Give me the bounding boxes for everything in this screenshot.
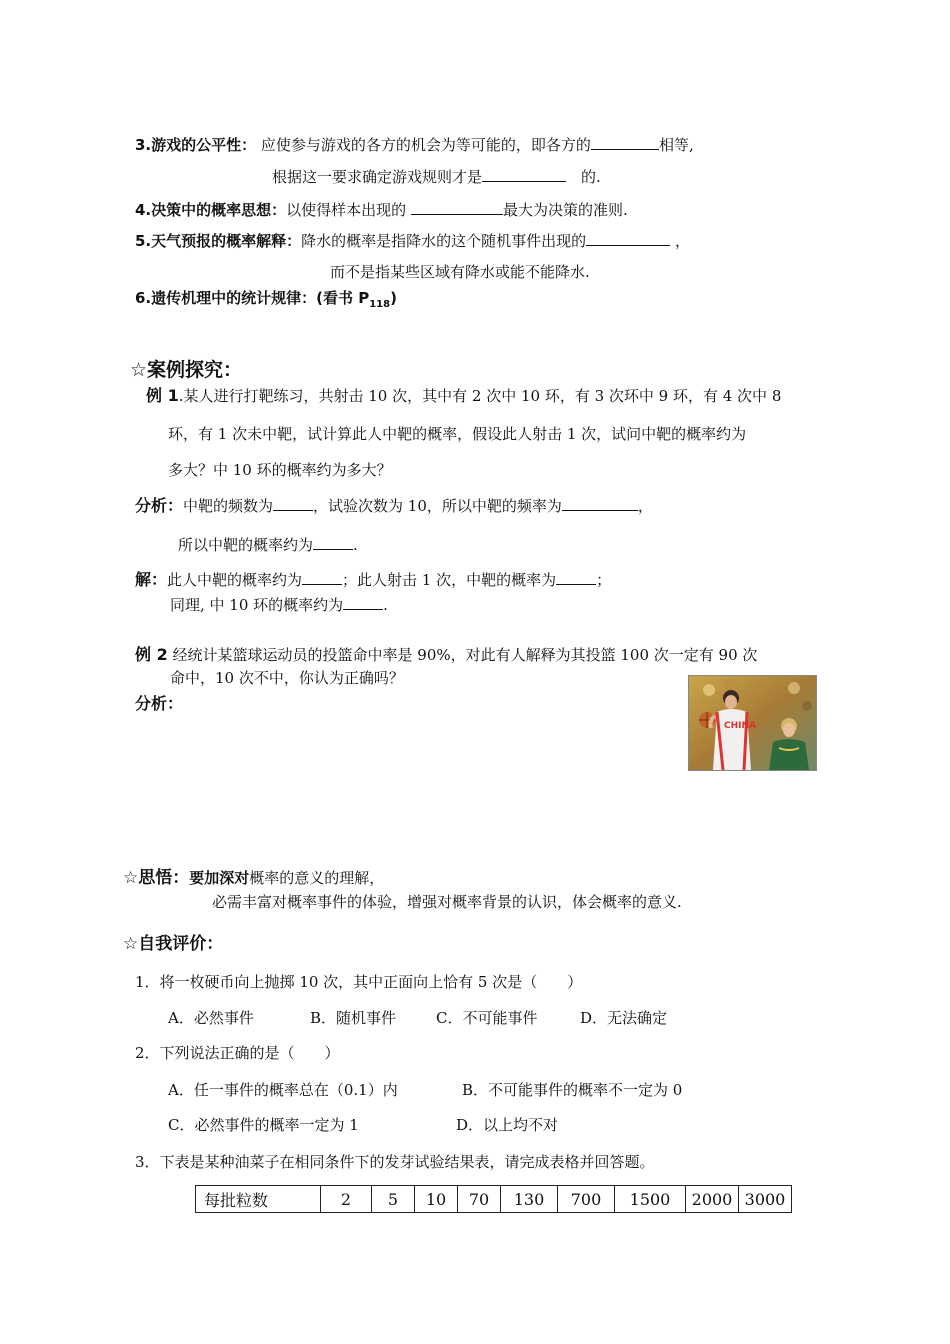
table-cell: 3000 [739, 1186, 792, 1213]
example-1-line1 [146, 386, 781, 406]
solution-1-text-a: 此人中靶的概率约为 [167, 571, 303, 589]
reflection-line1 [123, 868, 384, 888]
blank[interactable] [562, 495, 638, 511]
item-4-text-end: 最大为决策的准则. [502, 201, 628, 219]
analysis-1-line1 [135, 495, 653, 516]
reflection-label: ☆思悟： [123, 868, 190, 888]
item-6-close: ) [390, 289, 397, 307]
table-cell: 1500 [615, 1186, 686, 1213]
item-3-text: 应使参与游戏的各方的机会为等可能的，即各方的 [260, 136, 591, 154]
item-6 [135, 288, 397, 315]
item-3-line1 [135, 134, 694, 155]
reflection-bold: 要加深对 [189, 869, 250, 887]
blank[interactable] [586, 230, 670, 246]
item-5-line2: 而不是指某些区域有降水或能不能降水. [330, 263, 590, 281]
analysis-1-line2 [178, 534, 358, 555]
table-cell: 10 [415, 1186, 458, 1213]
item-5-text: 降水的概率是指降水的这个随机事件出现的 [301, 232, 587, 250]
example-2-line2: 命中，10 次不中，你认为正确吗？ [170, 669, 404, 687]
blank[interactable] [313, 534, 353, 550]
analysis-1-text-b: ，试验次数为 10，所以中靶的频率为 [313, 497, 562, 515]
table-cell: 70 [458, 1186, 501, 1213]
example-1-text: .某人进行打靶练习，共射击 10 次，其中有 2 次中 10 环，有 3 次环中 9 环，有 4 次中 8 [178, 387, 782, 405]
jersey-text: CHINA [724, 721, 756, 731]
table-header-cell: 每批粒数 [196, 1186, 321, 1213]
item-3-line2-text: 根据这一要求确定游戏规则才是 [272, 168, 483, 186]
germination-table [195, 1185, 792, 1213]
question-1-option-a[interactable]: A．必然事件 [168, 1009, 254, 1027]
item-3-line2 [272, 166, 601, 187]
example-1-line2: 环，有 1 次未中靶，试计算此人中靶的概率，假设此人射击 1 次，试问中靶的概率约为 [168, 425, 747, 443]
table-cell: 2 [321, 1186, 372, 1213]
solution-1-line1 [135, 569, 611, 590]
question-2-option-c[interactable]: C．必然事件的概率一定为 1 [168, 1116, 359, 1134]
blank[interactable] [482, 166, 566, 182]
question-2-stem: 2．下列说法正确的是（ ） [135, 1044, 340, 1062]
analysis-1-text-a: 中靶的频数为 [183, 497, 274, 515]
blank[interactable] [556, 569, 596, 585]
solution-1-line2-text: 同理, 中 10 环的概率约为 [170, 596, 344, 614]
reflection-text: 概率的意义的理解， [249, 869, 385, 887]
analysis-2-label: 分析： [135, 694, 184, 713]
example-2-label: 例 2 [135, 645, 168, 664]
solution-1-line2-end: . [383, 596, 388, 614]
item-4-title: 4.决策中的概率思想： [135, 201, 287, 219]
example-1-line3: 多大？中 10 环的概率约为多大？ [168, 461, 392, 479]
question-2-option-a[interactable]: A．任一事件的概率总在（0.1）内 [168, 1081, 398, 1099]
analysis-1-line2-end: . [353, 536, 358, 554]
table-cell: 5 [372, 1186, 415, 1213]
item-5-text-end: ， [674, 232, 690, 250]
item-3-line2-end: 的. [581, 168, 601, 186]
item-5-title: 5.天气预报的概率解释： [135, 232, 302, 250]
question-1-option-d[interactable]: D．无法确定 [580, 1009, 668, 1027]
table-cell: 2000 [686, 1186, 739, 1213]
solution-1-text-c: ； [596, 571, 612, 589]
table-row [196, 1186, 792, 1213]
question-2-option-b[interactable]: B．不可能事件的概率不一定为 0 [462, 1081, 683, 1099]
question-3-stem: 3．下表是某种油菜子在相同条件下的发芽试验结果表，请完成表格并回答题。 [135, 1153, 655, 1171]
analysis-1-line2-text: 所以中靶的概率约为 [178, 536, 314, 554]
basketball-photo-image [689, 676, 816, 770]
question-2-option-d[interactable]: D．以上均不对 [456, 1116, 559, 1134]
analysis-1-label: 分析： [135, 496, 184, 515]
analysis-1-text-c: ， [637, 497, 653, 515]
item-4 [135, 199, 628, 220]
blank[interactable] [302, 569, 342, 585]
question-1-stem: 1．将一枚硬币向上抛掷 10 次，其中正面向上恰有 5 次是（ ） [135, 973, 583, 991]
solution-1-line2 [170, 594, 388, 615]
reflection-line2: 必需丰富对概率事件的体验，增强对概率背景的认识，体会概率的意义. [212, 893, 682, 911]
item-5-line1 [135, 230, 690, 251]
table-cell: 700 [558, 1186, 615, 1213]
table-cell: 130 [501, 1186, 558, 1213]
blank[interactable] [273, 495, 313, 511]
self-eval-heading: ☆自我评价： [123, 934, 224, 954]
item-3-title: 3.游戏的公平性： [135, 136, 257, 154]
item-6-title: 6.遗传机理中的统计规律：(看书 P [135, 289, 370, 307]
item-4-text: 以使得样本出现的 [286, 201, 407, 219]
question-1-option-c[interactable]: C．不可能事件 [436, 1009, 538, 1027]
item-6-page: 118 [369, 299, 391, 310]
example-2-line1 [135, 645, 757, 665]
solution-1-label: 解： [135, 570, 168, 589]
basketball-photo [688, 675, 817, 771]
example-1-label: 例 1 [146, 386, 179, 405]
blank[interactable] [591, 134, 659, 150]
case-heading: ☆案例探究： [130, 359, 243, 381]
blank[interactable] [411, 199, 503, 215]
question-1-option-b[interactable]: B．随机事件 [310, 1009, 397, 1027]
item-3-text-end: 相等, [658, 136, 694, 154]
example-2-text: 经统计某篮球运动员的投篮命中率是 90%，对此有人解释为其投篮 100 次一定有 90 次 [172, 646, 758, 664]
blank[interactable] [343, 594, 383, 610]
solution-1-text-b: ；此人射击 1 次，中靶的概率为 [342, 571, 557, 589]
